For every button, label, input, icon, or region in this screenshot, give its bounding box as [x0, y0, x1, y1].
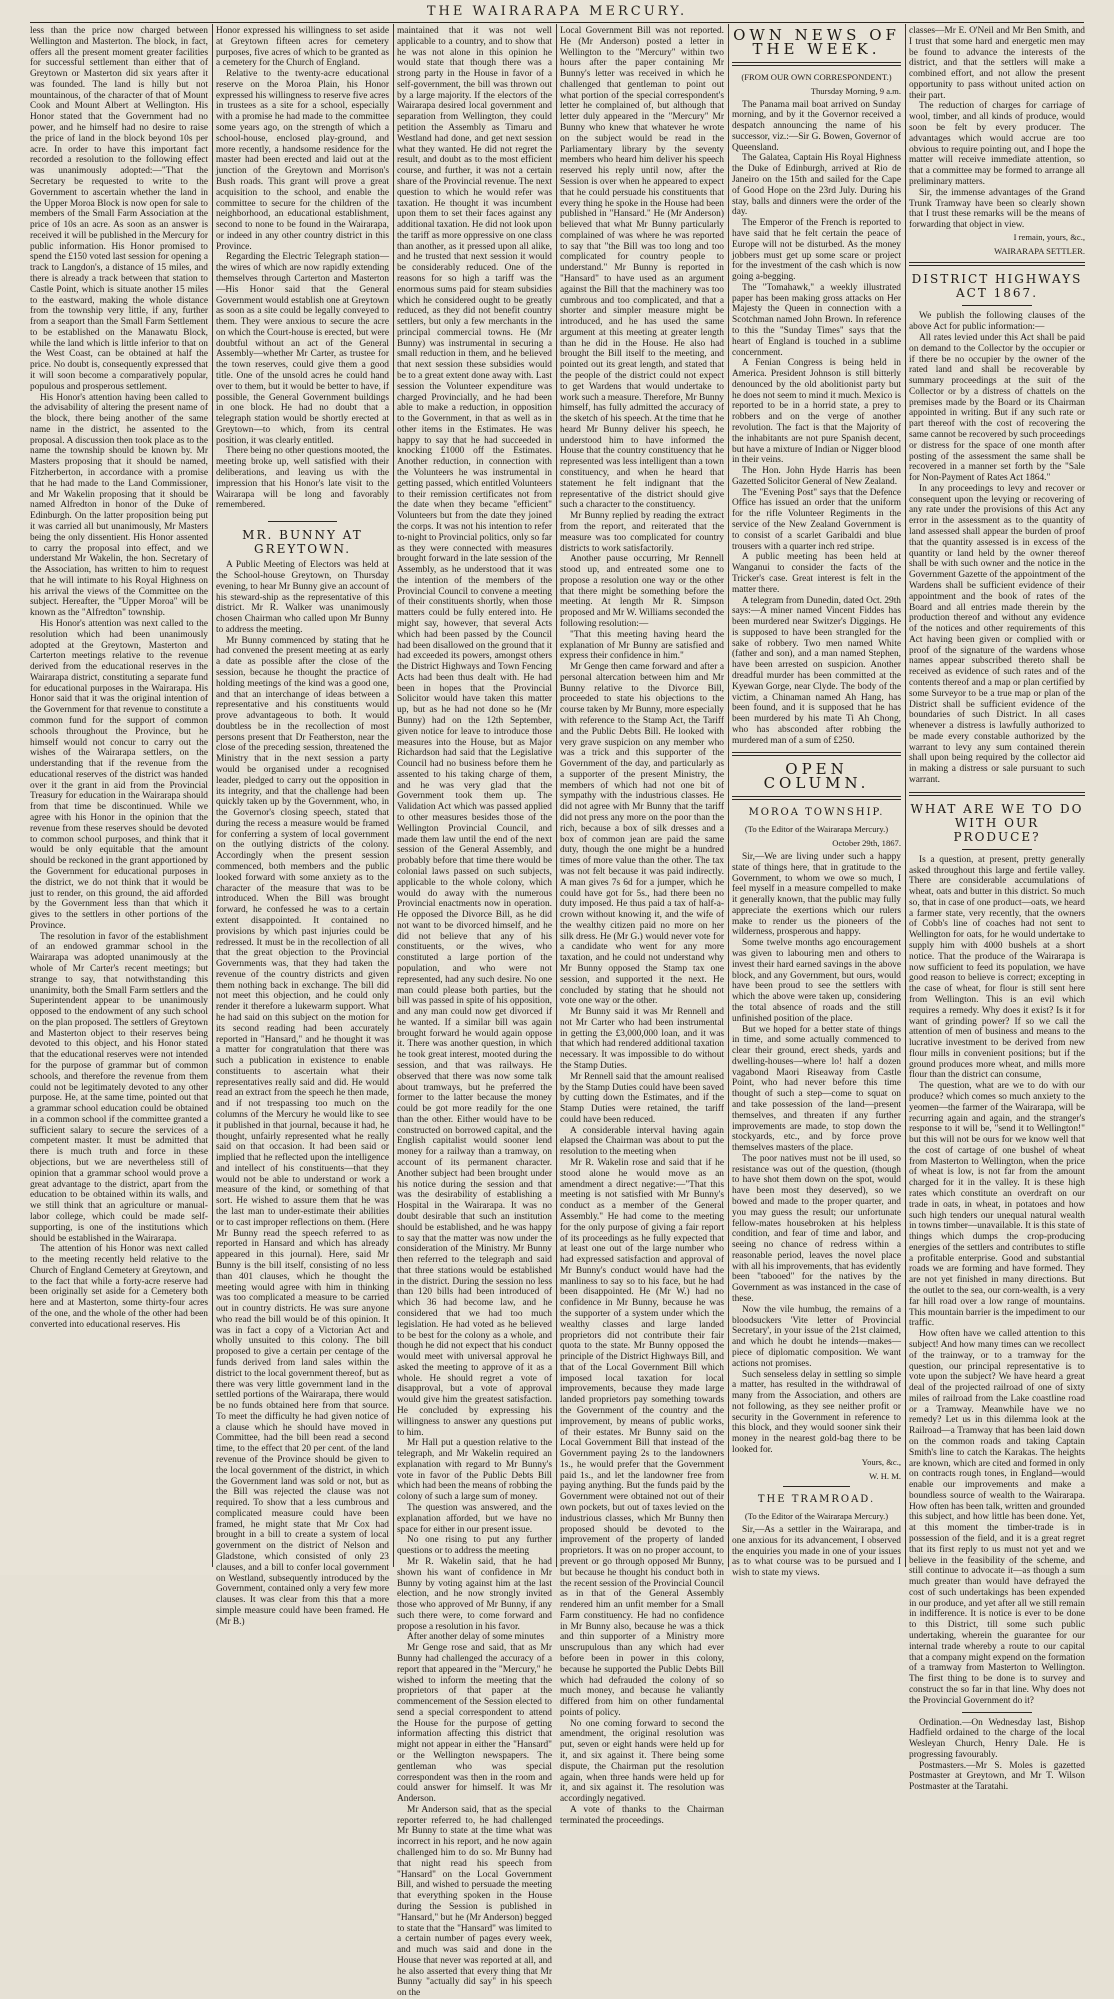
column-divider: [905, 24, 906, 1567]
column-3: [397, 26, 552, 1999]
letter-address: (To the Editor of the Wairarapa Mercury.): [744, 824, 889, 835]
paragraph: A telegram from Dunedin, dated Oct. 29th says:—A miner named Vincent Fiddes has been murdered near Switzer's Diggings. He is supposed to have been strangled for the sake of robbery. Two men named White (father and son), and a man named Stephen, have been arrested on suspicion. Another dreadful murder has been committed at the Kyewan Gorge, near Clyde. The body of the victim, a Chinaman named Ah Hang, has been found, and it is supposed that he has been murdered by his mate Ti Ah Chong, who has absconded after robbing the murdered man of a sum of £250.: [732, 595, 901, 746]
section-rule: [962, 849, 1032, 850]
paragraph: A vote of thanks to the Chairman terminated the proceedings.: [560, 1804, 724, 1826]
paragraph: The attention of his Honor was next called to the meeting recently held relative to the Church of England Cemetery at Greytown, and to the fact that while a forty-acre reserve had been originally set aside for a Cemetery both here and at Masterton, some thirty-four acres of the one, and the whole of the other had been converted into educational reserves. His: [30, 1244, 208, 1330]
double-rule: [732, 752, 901, 756]
paragraph: His Honor's attention having been called to the advisability of altering the present name of the block, there being another of the same name in the district, he assented to the proposal. A discussion then took place as to the name the township should be known by. Mr Masters proposing that it should be named, Fitzherberton, in accordance with a promise that he had made to the Land Commissioner, and Mr Wakelin proposing that it should be named Alfredton in honor of the Duke of Edinburgh. On the latter proposition being put it was carried all but unanimously, Mr Masters being the only dissentient. His Honor assented to carry the proposal into effect, and we understand Mr Wakelin, the hon. Secretary of the Association, has written to him to request that he will intimate to his Royal Highness on his arrival the views of the Committee on the subject. Hereafter, the "Upper Moroa" will be known as the "Alfredton" township.: [30, 392, 208, 619]
column-divider: [393, 24, 394, 1567]
column-divider: [728, 24, 729, 1567]
paragraph: A considerable interval having again elapsed the Chairman was about to put the resolution to the meeting when: [560, 1125, 724, 1158]
dateline: Thursday Morning, 9 a.m.: [810, 85, 901, 96]
column-2: [216, 26, 389, 1627]
double-rule: [909, 792, 1085, 796]
section-rule: [962, 1712, 1032, 1713]
paragraph: No one rising to put any further questions or to address the meeting: [397, 1535, 552, 1557]
paragraph: The question, what are we to do with our produce? which comes so much anxiety to the yeomen—the farmer of the Wairarapa, will be recurring again and again, and the stranger's response to it will be, "send it to Wellington!" but this will not be ours for we know well that the cost of cartage of one bushel of wheat from Masterton to Wellington, when the price of wheat is low, is not far from the amount charged for it in the valley. It is these high rates which constitute an overdraft on our trade in oats, in wheat, in potatoes and how such high tenders our unequal natural wealth in towns timber—unavailable. It is this state of things which dumps the crop-producing energies of the settlers and contributes to stifle a profitable enterprise. Good and substantial roads we are forming and have formed. They are not yet finished in many directions. But the outlet to the sea, our corn-wealth, is a very far hill road over a low range of mountains. This mountain barrier is the impediment to our traffic.: [909, 1081, 1086, 1329]
paragraph: A Public Meeting of Electors was held at the School-house Greytown, on Thursday evening, to hear Mr Bunny give an account of his steward-ship as the representative of this district. Mr R. Walker was unanimously chosen Chairman who called upon Mr Bunny to address the meeting.: [216, 560, 389, 635]
paragraph: Regarding the Electric Telegraph station—the wires of which are now rapidly extending themselves through Carterton and Masterton—His Honor said that the General Government would establish one at Greytown as soon as a site could be legally conveyed to them. They were anxious to secure the acre on which the Court-house is erected, but were doubtful without an act of the General Assembly—whether Mr Carter, as trustee for the town reserves, could give them a good title. One of the unsold acres he could hand over to them, but it would be better to have, if possible, the General Government buildings in one block. He had no doubt that a telegraph station would be shortly erected at Greytown—to which, from its central position, it was clearly entitled.: [216, 252, 389, 446]
paragraph: But we hoped for a better state of things in time, and some actually commenced to clear their ground, erect sheds, yards and dwelling-houses—where lo! half a dozen vagabond Maori Riseaway from Castle Point, who had never before this time thought of such a step—come to squat on and take possession of the land—present themselves, and threaten if any further improvements are made, to stop down the stockyards, etc., and by force prove themselves masters of the place.: [732, 1024, 901, 1154]
column-1: [30, 26, 208, 1571]
paragraph: Mr Bunny replied by reading the extract from the report, and reiterated that the measure was too complicated for country districts to work satisfactorily.: [560, 511, 724, 554]
double-rule: [909, 262, 1085, 266]
paragraph: In any proceedings to levy and recover or consequent upon the levying or recovering of any rate under the provisions of this Act any error in the assessment as to the quantity of land assessed shall appear the burden of proof that the quantity assessed is in excess of the quantity or land held by the owner thereof shall be with such owner and the notice in the Government Gazette of the appointment of the Wardens shall be sufficient evidence of their appointment and the book of rates of the Board and all entries made therein by the production thereof and without any evidence of the notices and other requirements of this Act having been given or complied with or proof of the signature of the wardens whose names appear subscribed thereto shall be received as evidence of such rates and of the contents thereof and a map or plan certified by some Surveyor to be a true map or plan of the District shall be sufficient evidence of the boundaries of such District. In all cases whenever a distress is lawfully authorized to be made every constable authorized by the warrant to levy any sum contained therein shall upon being required by the collector aid in making a distress or sale pursuant to such warrant.: [909, 483, 1085, 785]
paragraph: Mr R. Wakelin rose and said that if he stood alone he would move as an amendment a direct negative:—"That this meeting is not satisfied with Mr Bunny's conduct as a member of the General Assembly." He had come to the meeting for the only purpose of giving a fair report of its proceedings as he fully expected that at least one out of the large number who had expressed satisfaction and approval of Mr Bunny's conduct would have had the manliness to say so to his face, but he had been disappointed. He (Mr W.) had no confidence in Mr Bunny, because he was the supporter of a system under which the wealthy classes and large landed proprietors did not contribute their fair quota to the state. Mr Bunny opposed the principle of the District Highways Bill, and that of the Local Government Bill which imposed local taxation for local improvements, because they made large landed proprietors pay something towards the Government of the country and the improvement, by means of public works, of their estates. Mr Bunny said on the Local Government Bill that instead of the Government paying 2s to the landowners 1s., he would prefer that the Government paid 1s., and let the landowner free from paying anything. But the funds paid by the Government were obtained not out of their own pockets, but out of taxes levied on the industrious classes, which Mr Bunny then proposed should be devoted to the improvement of the property of landed proprietors. It was on no proper account, to prevent or go through opposed Mr Bunny, but because he thought his conduct both in the recent session of the Provincial Council as in that of the General Assembly rendered him an unfit member for a Small Farm constituency. He had no confidence in Mr Bunny also, because he was a thick and thin supporter of a Ministry more unscrupulous than any which had ever before been in power in this colony, because he supported the Public Debts Bill which had defrauded the colony of so much money, and because he valiantly differed from him on other fundamental points of policy.: [560, 1158, 724, 1718]
paragraph: How often have we called attention to this subject! And how many times can we recollect of the trainway, or to a tramway for the question, our principal representative is to vote upon the subject? We have heard a great deal of the projected railroad of one of sixty miles of railroad from the Lake coastline road or a Tramway. Meanwhile have we no remedy? Let us in this dilemma look at the Railroad—a Tramway that has been laid down on the common roads and taking Captain Smith's line to catch the Karakas. The heights are known, which are cited and formed in only on contracts rough tones, in England—would enable our improvements and make a boundless source of wealth to the Wairarapa. How often has been talk, written and grounded this subject, and how little has been done. Yet, at this moment the timber-trade is in possession of the field, and it is a great regret that its first reply to us must not yet and we believe in the feasibility of the scheme, and still continue to advocate it—as though a sum much greater than would have defrayed the cost of such undertakings has been expended in our produce, and yet after all we still remain in indifference. It is notice is ever to be done to this District, till some such public undertaking, wherein the guarantee for our internal trade whereby a route to our capital that a company might expend on the formation of a tramway from Masterton to Wellington. The first thing to be done is to survey and construct the so far in that line. Why does not the Provincial Government do it?: [909, 1329, 1085, 1706]
section-heading: WHAT ARE WE TO DO WITH OUR PRODUCE?: [910, 801, 1084, 844]
paragraph: Now the vile humbug, the remains of a bloodsuckers 'Vite letter of Provincial Secretary', in your issue of the 21st claimed, and which he doubt he intends—makes—piece of diplomatic composition. We want actions not promises.: [732, 1304, 901, 1369]
paragraph: Mr R. Wakelin said, that he had shown his want of confidence in Mr Bunny by voting against him at the last election, and he now strongly invited those who approved of Mr Bunny, if any such there were, to come forward and propose a resolution in his favor.: [397, 1556, 552, 1632]
paragraph: Mr Bunny said it was Mr Rennell and not Mr Carter who had been instrumental in getting the £3,000,000 loan, and it was that which had rendered additional taxation necessary. It was impossible to do without the Stamp Duties.: [560, 1007, 724, 1071]
paragraph: Is a question, at present, pretty generally asked throughout this large and fertile valley. There are considerable accumulations of wheat, oats and butter in this district. So much so, that in case of one product—oats, we heard a farmer state, very recently, that the owners of Cobb's line of coaches had not sent to Wellington for oats, for he would undertake to supply him with 4000 bushels at a short notice. That the produce of the Wairarapa is now sufficient to feed its population, we have good reason to believe is correct; excepting in the case of wheat, for flour is still sent here from Wellington. This is an evil which requires a remedy. Why does it exist? Is it for want of grinding power? If so we call the attention of men of business and means to the lucrative investment to be derived from new flour mills in convenient positions; but if the ground produces more wheat, and mills more flour than the district can consume,: [909, 854, 1085, 1081]
letter-date: October 29th, 1867.: [832, 838, 901, 849]
letter-signature: W. H. M.: [869, 1470, 901, 1481]
double-rule: [732, 796, 901, 800]
masthead: THE WAIRARAPA MERCURY.: [426, 4, 688, 19]
paragraph: All rates levied under this Act shall be paid on demand to the Collector by the occupier or if there be no occupier by the owner of the rated land and shall be recoverable by summary proceedings at the suit of the Collector or by a distress of chattels on the premises made by the Board or its Chairman appointed in writing. But if any such rate or part thereof with the cost of recovering the same cannot be recovered by such proceedings or distress for the space of one month after posting of the assessment the same shall be recovered in a manner set forth by the "Sale for Non-Payment of Rates Act 1864.": [909, 332, 1085, 484]
paragraph: Sir,—We are living under such a happy state of things here, that in gratitude to the Government, to whom we owe so much, I feel myself in a measure compelled to make it generally known, that the public may fully appreciate the exertions which our rulers make to render us the pioneers of the wilderness, prosperous and happy.: [732, 852, 901, 938]
paragraph: Local Government Bill was not reported. He (Mr Anderson) posted a letter in Wellington to the "Mercury" within two hours after the paper containing Mr Bunny's letter was received in which he challenged that gentleman to point out what portion of the special correspondent's letter he complained of, but although that letter duly appeared in the "Mercury" Mr Bunny who knew that whatever he wrote on the subject would be read in the Parliamentary library by the seventy members who heard him deliver his speech reserved his reply until now, after the Session is over when he appeared to expect that he could persuade his constituents that every thing he spoke in the House had been published in "Hansard." He (Mr Anderson) believed that what Mr Bunny particularly complained of was where he was reported to say that "the Bill was too long and too complicated for country people to understand." Mr Bunny is reported in "Hansard" to have used as an argument against the Bill that the machinery was too cumbrous and too complicated, and that a shorter and simpler measure might be introduced, and he has used the same argument at this meeting at greater length than he did in the House. He also had brought the Bill itself to the meeting, and pointed out its great length, and stated that the people of the district could not expect to get Wardens that would undertake to work such a measure. Therefore, Mr Bunny himself, has fully admitted the accuracy of the sketch of his speech. At the time that he heard Mr Bunny deliver his speech, he understood him to have informed the House that the country constituency that he represented was less intelligent than a town constituency, and when he heard that statement he felt indignant that the representative of the district should give such a character to the constituency.: [560, 26, 724, 511]
paragraph: Mr Anderson said, that as the special reporter referred to, he had challenged Mr Bunny to state at the time what was incorrect in his report, and he now again challenged him to do so. Mr Bunny had that night read his speech from "Hansard" on the Local Government Bill, and wished to persuade the meeting that everything spoken in the House during the Session is published in "Hansard," but he (Mr Anderson) begged to state that the "Hansard" was limited to a certain number of pages every week, and much was said and done in the House that never was reported at all, and he also asserted that every thing that Mr Bunny "actually did say" in his speech on the: [397, 1804, 552, 1999]
paragraph: classes—Mr E. O'Neil and Mr Ben Smith, and I trust that some hard and energetic men may be found to advance the interests of the district, and that the settlers will make a combined effort, and not allow the present opportunity to pass without united action on their part.: [909, 26, 1085, 101]
paragraph: Some twelve months ago encouragement was given to labouring men and others to invest their hard earned savings in the above block, and any Government, but ours, would have been proud to see the settlers with which the above were taken up, considering the total absence of roads and the still unfinished position of the place.: [732, 938, 901, 1024]
paragraph: The "Evening Post" says that the Defence Office has issued an order that the uniform for the rifle Volunteer Regiments in the service of the New Zealand Government is to consist of a scarlet Garibaldi and blue trousers with a quarter inch red stripe.: [732, 487, 901, 552]
column-4: [560, 26, 724, 1826]
paragraph: Postmasters.—Mr S. Moles is gazetted Postmaster at Greytown, and Mr T. Wilson Postmaster at the Taratahi.: [909, 1760, 1085, 1793]
section-heading: DISTRICT HIGHWAYS ACT 1867.: [911, 272, 1083, 301]
column-divider: [212, 24, 213, 1567]
letter-signoff: I remain, yours, &c.,: [1013, 231, 1085, 242]
paragraph: Ordination.—On Wednesday last, Bishop Hadfield ordained to the charge of the local Wesleyan Church, Henry Dale. He is progressing favourably.: [909, 1717, 1085, 1760]
paragraph: The Panama mail boat arrived on Sunday morning, and by it the Governor received a despatch announcing the name of his successor, viz.:—Sir G. Bowen, Governor of Queensland.: [732, 99, 901, 153]
column-divider: [556, 24, 557, 1567]
paragraph: The Emperor of the French is reported to have said that he felt certain the peace of Europe will not be disturbed. As the money jobbers must get up some scare or project for the investment of the cash which is now going a-begging.: [732, 218, 901, 283]
paragraph: The reduction of charges for carriage of wool, timber, and all kinds of produce, would soon be felt by every producer. The advantages which would accrue are too obvious to require pointing out, and I hope the matter will receive immediate attention, so that a committee may be formed to arrange all preliminary matters.: [909, 101, 1085, 187]
letter-heading: MOROA TOWNSHIP.: [748, 807, 885, 819]
paragraph: "That this meeting having heard the explanation of Mr Bunny are satisfied and express their confidence in him.": [560, 629, 724, 662]
section-rule: [783, 1486, 851, 1487]
section-rule: [962, 305, 1032, 306]
paragraph: Sir,—As a settler in the Wairarapa, and one anxious for its advancement, I observed the enquiries you made in one of your issues as to what course was to be pursued and I wish to state my views.: [732, 1525, 901, 1579]
paragraph: The question was answered, and the explanation afforded, but we have no space for either in our present issue.: [397, 1503, 552, 1535]
paragraph: There being no other questions mooted, the meeting broke up, well satisfied with their deliberations, and leaving us with the impression that his Honor's late visit to the Wairarapa will be long and favorably remembered.: [216, 446, 389, 511]
paragraph: His Honor's attention was next called to the resolution which had been unanimously adopted at the Greytown, Masterton and Carterton meetings relative to the revenue derived from the educational reserves in the Wairarapa district, constituting a separate fund for educational purposes in the Wairarapa. His Honor said that it was the original intention of the Government for that revenue to constitute a common fund for the support of common schools throughout the Province, but he himself would not concur to carry out the wishes of the Wairarapa settlers, on the understanding that if the revenue from the educational reserves of the district was handed over it the grant in aid from the Provincial Treasury for education in the Wairarapa should from that time be discontinued. While we agree with his Honor in the opinion that the revenue from these reserves should be devoted to common school purposes, and think that it would be only equitable that the amount should be reckoned in the grant apportioned by the Government for educational purposes in the district, we do not think that it would be just to render, on this ground, the aid afforded by the Government less than that which it gives to the settlers in other portions of the Province.: [30, 618, 208, 931]
column-5: [732, 26, 901, 1579]
masthead-rule: [30, 22, 1084, 23]
paragraph: less than the price now charged between Wellington and Masterton. The block, in fact, offers all the present moment greater facilities for successful settlement than either that of Greytown or Masterton did six years after it was founded. The land is hilly but not mountainous, of the character of that of Mount Cook and Mount Albert at Wellington. His Honor stated that the Government had no power, and he himself had no desire to raise the price of land in the block beyond 10s per acre. In order to have this important fact recorded a resolution to the following effect was unanimously adopted:—"That the Secretary be requested to write to the Government to ascertain whether the land in the Upper Moroa Block is now open for sale to members of the Small Farm Association at the price of 10s an acre. As soon as an answer is received it will be published in the Mercury for public information. His Honor promised to spend the £150 voted last session for opening a track to Langdon's, a distance of 15 miles, and there is already a track between that station to Castle Point, which is situate another 15 miles to the eastward, making the whole distance from the township very little, if any, further from a seaport than the Small Farm Settlement to be established on the Manawatu Block, while the land which is little inferior to that on the West Coast, can be obtained at half the price. No doubt is, consequently expressed that it will soon become a comparatively popular, populous and prosperous settlement.: [30, 26, 208, 392]
paragraph: Mr Genge rose and said, that as Mr Bunny had challenged the accuracy of a report that appeared in the "Mercury," he wished to inform the meeting that the proprietors of that paper at the commencement of the Session elected to send a special correspondent to attend the House for the purpose of getting information affecting this district that might not appear in either the "Hansard" or the Wellington newspapers. The gentleman who was special correspondent was then in the room and could answer for himself. It was Mr Anderson.: [397, 1643, 552, 1805]
paragraph: Mr Bunny commenced by stating that he had convened the present meeting at as early a date as possible after the close of the session, because he thought the practice of holding meetings of the kind was a good one, and that an interchange of ideas between a representative and his constituents would prove advantageous to both. It would doubtless be in the recollection of most persons present that Dr Featherston, near the close of the preceding session, threatened the Ministry that in the next session a party would be organised under a recognised leader, pledged to carry out the opposition in its integrity, and that the challenge had been quickly taken up by the Government, who, in the Governor's closing speech, stated that during the recess a measure would be framed for conferring a system of local government on the outlying districts of the colony. Accordingly when the present session commenced, both members and the public looked forward with some anxiety as to the character of the measure that was to be introduced. When the Bill was brought forward, he confessed he was to a certain extent disappointed. It contained no provisions by which past injuries could be redressed. It must be in the recollection of all that the great objection to the Provincial Governments was, that they had taken the revenue of the country districts and given them nothing back in exchange. The bill did not meet this objection, and he could only render it therefore a lukewarm support. What he had said on this subject on the motion for its second reading had been accurately reported in "Hansard," and he thought it was a matter for congratulation that there was such a publication in existence to enable constituents to ascertain what their representatives really said and did. He would read an extract from the speech he then made, and if not trespassing too much on the columns of the Mercury he would like to see it published in that journal, because it had, he thought, unfairly represented what he really said on that occasion. It had been said or implied that he reflected upon the intelligence and intellect of his constituents—that they would not be able to understand or work a measure of the kind, or something of that sort. He wished to assure them that he was the last man to under-estimate their abilities or to cast improper reflections on them. (Here Mr Bunny read the speech referred to as reported in Hansard and which has already appeared in this journal). Here, said Mr Bunny is the bill itself, consisting of no less than 401 clauses, which he thought the meeting would agree with him in thinking was too complicated a measure to be carried out in country districts. He was sure anyone who read the bill would be of this opinion. It was in fact a copy of a Victorian Act and wholly unsuited to this colony. The bill proposed to give a certain per centage of the funds derived from land sales within the district to the local government thereof, but as there was very little government land in the settled portions of the Wairarapa, there would be no funds obtained here from that source. To meet the difficulty he had given notice of a clause which he should have moved in Committee, had the bill been read a second time, to the effect that 20 per cent. of the land revenue of the Province should be given to the local government of the district, in which the Government land was sold or not, but as the Bill was rejected the clause was not required. To show that a less cumbrous and complicated measure could have been framed, he might state that Mr Cox had brought in a bill to create a system of local government on the district of Nelson and Gladstone, which consisted of only 23 clauses, and a bill to confer local government on Westland, subsequently introduced by the Government, contained only a very few more clauses. It was clear from this that a more simple measure could have been framed. He (Mr B.): [216, 635, 389, 1627]
correspondent-line: (FROM OUR OWN CORRESPONDENT.): [741, 72, 892, 82]
paragraph: Another pause occurring, Mr Rennell stood up, and entreated some one to propose a resolution one way or the other that there might be something before the meeting. At length Mr R. Simpson proposed and Mr W. Williams seconded the following resolution:—: [560, 554, 724, 629]
paragraph: The resolution in favor of the establishment of an endowed grammar school in the Wairarapa was adopted unanimously at the whole of Mr Carter's recent meetings; but strange to say, that notwithstanding this unanimity, both the Small Farm settlers and the Superintendent appear to be unanimously opposed to the endowment of any such school on the plan proposed. The settlers of Greytown and Masterton object to their reserves being devoted to this object, and his Honor stated that the educational reserves were not intended for the purpose of grammar but of common schools, and therefore the revenue from them could not be legitimately devoted to any other purpose. He, at the same time, pointed out that a grammar school education could be obtained in a common school if the committee granted a sufficient salary to secure the services of a competent master. It must be admitted that there is much truth and force in these objections, but we are nevertheless still of opinion that a grammar school would prove a great advantage to the district, apart from the education to be obtained within its walls, and we still think that an agriculture or manual-labor college, which could be made self-supporting, is one of the institutions which should be established in the Wairarapa.: [30, 931, 208, 1244]
double-rule: [732, 62, 901, 66]
paragraph: The Hon. John Hyde Harris has been Gazetted Solicitor General of New Zealand.: [732, 466, 901, 487]
section-rule: [268, 521, 337, 522]
paragraph: Honor expressed his willingness to set aside at Greytown fifteen acres for cemetery purposes, five acres of which to be granted as a cemetery for the Church of England.: [216, 26, 389, 69]
paragraph: Mr Rennell said that the amount realised by the Stamp Duties could have been saved by cutting down the Estimates, and if the Stamp Duties were retained, the tariff could have been reduced.: [560, 1071, 724, 1125]
paragraph: The Galatea, Captain His Royal Highness the Duke of Edinburgh, arrived at Rio de Janeiro on the 15th and sailed for the Cape of Good Hope on the 23rd July. During his stay, balls and dinners were the order of the day.: [732, 153, 901, 218]
letter-address: (To the Editor of the Wairarapa Mercury.): [744, 1511, 889, 1522]
paragraph: After another delay of some minutes: [407, 1632, 545, 1643]
paragraph: The poor natives must not be ill used, so resistance was out of the question, (though to have shot them down on the spot, would have been most they deserved), so we bowed and made to the proper quarter, and you may guess the result; our unfortunate fellow-mates housebroken at his helpless condition, and fear of time and labor, and seeing no chance of redress within a reasonable period, leaves the novel place with all his improvements, that has evidently been "tabooed" for the natives by the Government as was instanced in the case of these.: [732, 1153, 901, 1305]
paragraph: Mr Genge then came forward and after a personal altercation between him and Mr Bunny relative to the Divorce Bill, proceeded to state his objections to the course taken by Mr Bunny, more especially with reference to the Stamp Act, the Tariff and the Public Debts Bill. He looked with very grave suspicion on any member who was a trick and this supporter of the Government of the day, and particularly as a supporter of the present Ministry, the members of which had not one bit of sympathy with the industrious classes. He did not agree with Mr Bunny that the tariff did not press any more on the poor than the rich, because a box of silk dresses and a box of common jean are paid the same duty, though the one might be a hundred times of more value than the other. The tax was not felt because it was paid indirectly. A man gives 7s 6d for a jumper, which he could have got for 5s., had there been no duty imposed. He thus paid a tax of half-a-crown without knowing it, and the wife of the wealthy citizen paid no more on her silk dress. He (Mr G.) would never vote for a candidate who went for any more taxation, and he could not understand why Mr Bunny opposed the Stamp tax one session, and supported it the next. He concluded by stating that he should not vote one way or the other.: [560, 662, 724, 1007]
paragraph: A Fenian Congress is being held in America. President Johnson is still bitterly denounced by the old abolitionist party but he does not seem to mind it much. Mexico is reported to be in a horrid state, a prey to robbers and on the verge of another revolution. The fact is that the Majority of the inhabitants are not pure Spanish decent, but have a mixture of Indian or Nigger blood in their veins.: [732, 358, 901, 466]
letter-signoff: Yours, &c.,: [861, 1456, 901, 1467]
article-heading: MR. BUNNY AT GREYTOWN.: [242, 528, 363, 557]
paragraph: The "Tomahawk," a weekly illustrated paper has been making gross attacks on Her Majesty the Queen in connection with a Scotchman named John Brown. In reference to this the "Sunday Times" says that the heart of England is touched in a sublime concernment.: [732, 282, 901, 358]
news-heading: OWN NEWS OF THE WEEK.: [733, 26, 900, 58]
letter-heading: THE TRAMROAD.: [757, 1494, 876, 1506]
column-6: [909, 26, 1086, 1793]
letter-signature: WAIRARAPA SETTLER.: [994, 245, 1085, 256]
paragraph: Sir, the immense advantages of the Grand Trunk Tramway have been so clearly shown that I trust these remarks will be the means of forwarding that object in view.: [909, 187, 1085, 231]
paragraph: We publish the following clauses of the above Act for public information:—: [909, 311, 1085, 333]
paragraph: maintained that it was not well applicable to a country, and to show that he was not alone in this opinion he would state that though there was a strong party in the House in favor of a self-government, the bill was thrown out by a large majority. If the electors of the Wairarapa desired local government and separation from Wellington, they could petition the Assembly as Timaru and Westland had done, and get next session what they wanted. He did not regret the result, and doubt as to the most efficient course, and further, it was not a certain share of the Provincial revenue. The next question to which he would refer was taxation. He thought it was incumbent upon them to set their faces against any additional taxation. He did not look upon the tariff as more oppressive on one class than another, as it pressed upon all alike, and he trusted that next session it would be considerably reduced. One of the reasons for so high a tariff was the enormous sums paid for steam subsidies which he considered ought to be greatly reduced, as they did not benefit country settlers, but only a few merchants in the principal commercial towns. He (Mr Bunny) was instrumental in securing a small reduction in them, and he believed that next session these subsidies would be to a great extent done away with. Last session the Volunteer expenditure was charged Provincially, and he had been able to make a reduction, in opposition to the Government, in that as well as in other items in the Estimates. He was happy to say that he had succeeded in knocking £1000 off the Estimates. Another reduction, in connection with the Volunteers he was instrumental in getting passed, which entitled Volunteers to their remission certificates not from the date when they became "efficient" Volunteers but from the date they joined the corps. It was not his intention to refer to-night to Provincial politics, only so far as they were connected with measures brought forward in the late session of the Assembly, as he understood that it was the intention of the members of the Provincial Council to convene a meeting of their constituents shortly, when those matters could be fully entered into. He might say, however, that several Acts which had been passed by the Council had been disallowed on the ground that it had exceeded its powers, amongst others the District Highways and Town Fencing Acts had been thus dealt with. He had been in hopes that the Provincial Solicitor would have taken this matter up, but as he had not done so he (Mr Bunny) had on the 12th September, given notice for leave to introduce those measures into the House, but as Major Richardson had said that the Legislative Council had no business before them he assented to his taking charge of them, and he was very glad that the Government took them up. The Validation Act which was passed applied to other measures besides those of the Wellington Provincial Council, and made them law until the end of the next session of the General Assembly, and probably before that time there would be colonial laws passed on such subjects, applicable to the whole colony, which would do away with the numerous Provincial enactments now in operation. He opposed the Divorce Bill, as he did not want to be divorced himself, and he did not believe that any of his constituents, or the wives, who constituted a large portion of the population, and who were not represented, had any such desire. No one man could please both parties, but the bill was passed in spite of his opposition, and any man could now get divorced if he wanted. If a similar bill was again brought forward he would again oppose it. There was another question, in which he took great interest, mooted during the session, and that was railways. He observed that there was now some talk about tramways, but he preferred the former to the latter because the money could be got more readily for the one than the other. Either would have to be constructed on borrowed capital, and the English capitalist would sooner lend money for a railway than a tramway, on account of its permanent character. Another subject had been brought under his notice during the session and that was the desirability of establishing a Hospital in the Wairarapa. It was no doubt desirable that such an institution should be established, and he was happy to say that the matter was now under the consideration of the Ministry. Mr Bunny then referred to the telegraph and said that three stations would be established in the district. During the session no less than 120 bills had been introduced of which 36 had become law, and he considered that we had too much legislation. He had voted as he believed to be best for the colony as a whole, and though he did not expect that his conduct would meet with universal approval he asked the meeting to approve of it as a whole. He should regret a vote of disapproval, but a vote of approval would give him the greatest satisfaction. He concluded by expressing his willingness to answer any questions put to him.: [397, 26, 552, 1438]
paragraph: No one coming forward to second the amendment, the original resolution was put, seven or eight hands were held up for it, and six against it. There being some dispute, the Chairman put the resolution again, when three hands were held up for it, and six against it. The resolution was accordingly negatived.: [560, 1718, 724, 1805]
paragraph: Such senseless delay in settling so simple a matter, has resulted in the withdrawal of many from the Association, and others are not following, as they see neither profit or security in the Government in reference to this block, and they would sooner sink their money in the nearest gold-bag there to be looked for.: [732, 1369, 901, 1455]
paragraph: Relative to the twenty-acre educational reserve on the Moroa Plain, his Honor expressed his willingness to reserve five acres in trustees as a site for a school, especially with a promise he had made to the committee some years ago, on the strength of which a school-house, enclosed play-ground, and more recently, a handsome residence for the master had been erected and laid out at the junction of the Greytown and Morrison's Bush roads. This grant will prove a great acquisition to the school, and enable the committee to secure for the children of the neighborhood, an educational establishment, second to none to be found in the Wairarapa, or indeed in any other country district in this Province.: [216, 69, 389, 252]
section-heading: OPEN COLUMN.: [763, 760, 870, 793]
paragraph: Mr Hall put a question relative to the telegraph, and Mr Wakelin required an explanation with regard to Mr Bunny's vote in favor of the Public Debts Bill which had been the means of robbing the colony of such a large sum of money.: [397, 1438, 552, 1503]
paragraph: A public meeting has been held at Wanganui to consider the facts of the Tricker's case. Great interest is felt in the matter there.: [732, 552, 901, 595]
